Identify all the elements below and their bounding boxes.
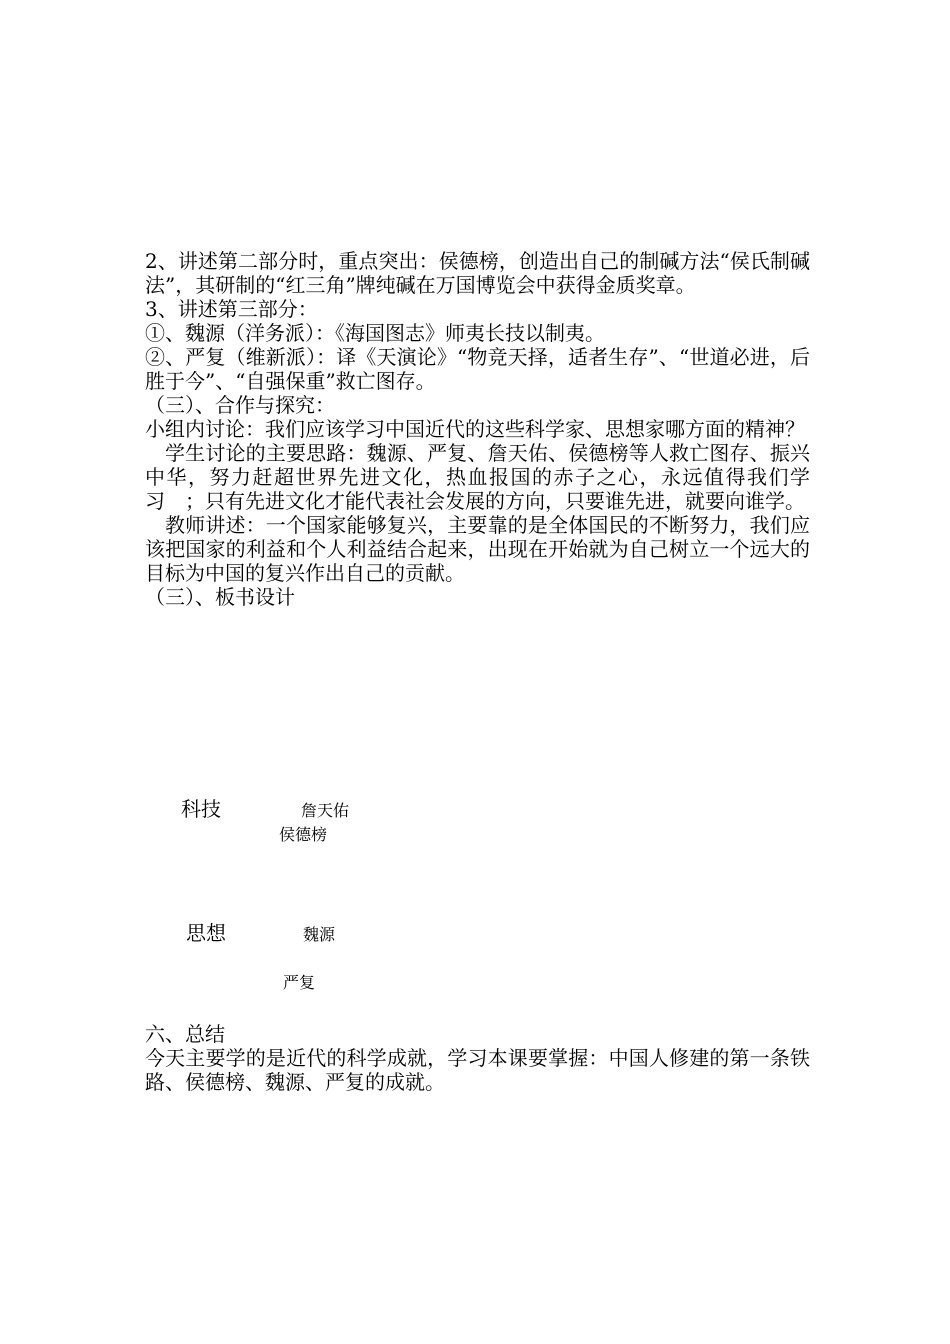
board-name-zhan-tianyou: 詹天佑 — [301, 801, 350, 820]
paragraph-yan-fu: ②、严复（维新派）：译《天演论》“物竞天择，适者生存”、“世道必进，后胜于今”、“自强保重”救亡图存。 — [145, 345, 810, 393]
board-label-science: 科技 — [181, 797, 221, 821]
paragraph-part-three: 3、讲述第三部分： — [145, 297, 318, 321]
board-name-yan-fu: 严复 — [283, 973, 316, 992]
board-name-wei-yuan: 魏源 — [303, 925, 336, 944]
board-label-thought: 思想 — [186, 921, 226, 945]
lesson-body — [145, 249, 810, 609]
paragraph-group-discussion: 小组内讨论：我们应该学习中国近代的这些科学家、思想家哪方面的精神？ — [145, 417, 805, 441]
paragraph-cooperation-heading: （三）、合作与探究： — [145, 393, 335, 417]
summary-heading: 六、总结 — [145, 1022, 225, 1046]
paragraph-wei-yuan: ①、魏源（洋务派）：《海国图志》师夷长技以制夷。 — [145, 321, 605, 345]
paragraph-student-ideas: 学生讨论的主要思路：魏源、严复、詹天佑、侯德榜等人救亡图存、振兴中华，努力赶超世界先进文化，热血报国的赤子之心，永远值得我们学习 ；只有先进文化才能代表社会发展的方向，只要谁先进，就要向谁学。 — [145, 441, 810, 513]
paragraph-board-design-heading: （三）、板书设计 — [145, 585, 295, 609]
summary-section — [145, 1022, 810, 1094]
summary-text: 今天主要学的是近代的科学成就，学习本课要掌握：中国人修建的第一条铁路、侯德榜、魏源、严复的成就。 — [145, 1046, 810, 1094]
paragraph-teacher-statement: 教师讲述：一个国家能够复兴，主要靠的是全体国民的不断努力，我们应该把国家的利益和个人利益结合起来，出现在开始就为自己树立一个远大的目标为中国的复兴作出自己的贡献。 — [145, 513, 810, 585]
board-name-hou-debang: 侯德榜 — [279, 825, 328, 844]
paragraph-hou-debang: 2、讲述第二部分时，重点突出：侯德榜，创造出自己的制碱方法“侯氏制碱法”，其研制的“红三角”牌纯碱在万国博览会中获得金质奖章。 — [145, 249, 810, 297]
